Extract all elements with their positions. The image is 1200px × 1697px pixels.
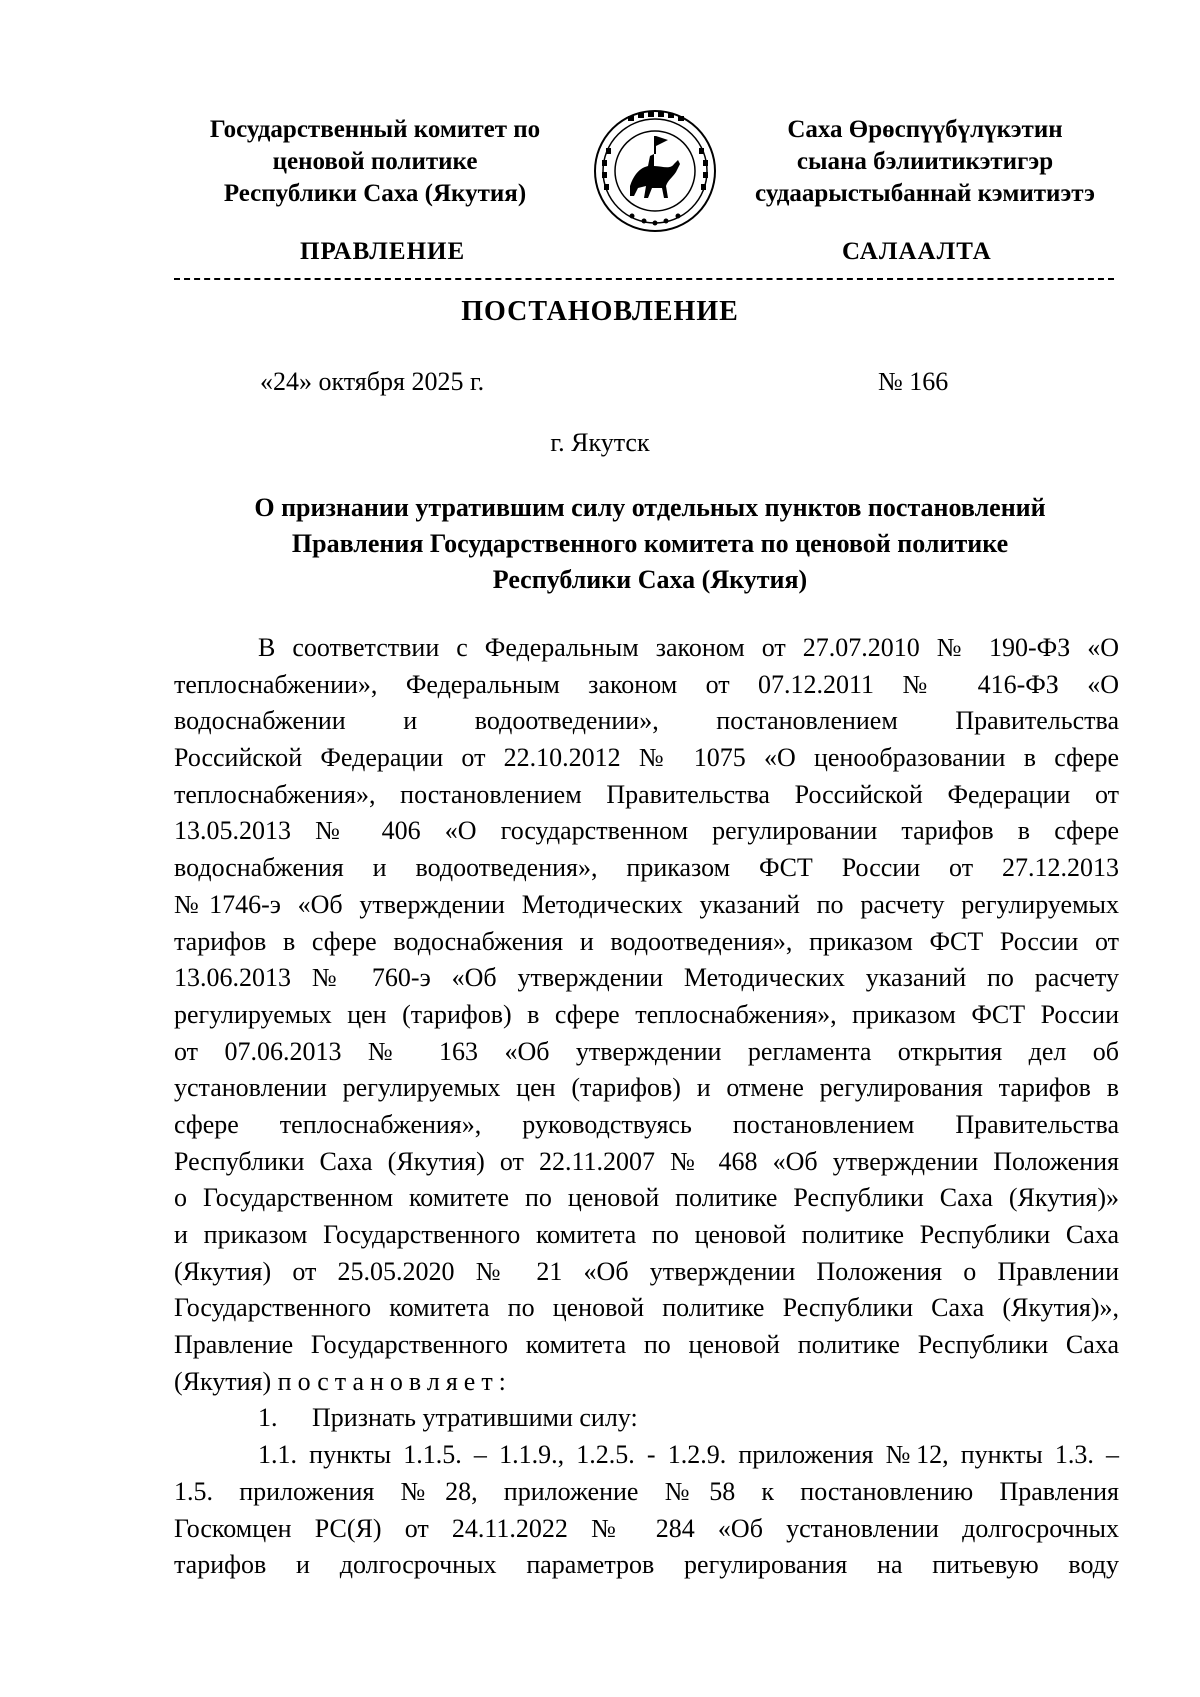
header-right-line: Саха Өрөспүүбүлүкэтин bbox=[787, 116, 1063, 143]
body-line: и приказом Государственного комитета по ценовой политике Республики Саха bbox=[174, 1220, 1119, 1249]
body-text bbox=[174, 630, 1119, 1584]
header-agency-name-sah bbox=[735, 114, 1115, 210]
item-1-1-line: Госкомцен РС(Я) от 24.11.2022 № 284 «Об установлении долгосрочных bbox=[174, 1513, 1119, 1543]
body-line: установлении регулируемых цен (тарифов) и отмене регулирования тарифов в bbox=[174, 1073, 1119, 1103]
body-line: Республики Саха (Якутия) от 22.11.2007 № 468 «Об утверждении Положения bbox=[174, 1146, 1119, 1176]
body-line: В соответствии с Федеральным законом от 27.07.2010 № 190-ФЗ «О bbox=[258, 633, 1119, 662]
document-title: ПОСТАНОВЛЕНИЕ bbox=[461, 296, 739, 327]
header-left-line: ценовой политике bbox=[272, 148, 478, 175]
header-right-line: судаарыстыбаннай кэмитиэтэ bbox=[755, 180, 1095, 207]
body-line: водоснабжении и водоотведении», постановлением Правительства bbox=[174, 706, 1119, 736]
document-city: г. Якутск bbox=[550, 428, 650, 457]
subject-line: Республики Саха (Якутия) bbox=[492, 565, 808, 594]
subhead-board-sah: САЛААЛТА bbox=[842, 238, 992, 265]
body-line: №1746-э «Об утверждении Методических указаний по расчету регулируемых bbox=[174, 889, 1119, 919]
body-line: Правление Государственного комитета по ценовой политике Республики Саха bbox=[174, 1330, 1119, 1360]
body-line: (Якутия) от 25.05.2020 № 21 «Об утверждении Положения о Правлении bbox=[174, 1256, 1119, 1286]
body-line: сфере теплоснабжения», руководствуясь постановлением Правительства bbox=[174, 1109, 1119, 1139]
document-date: «24» октября 2025 г. bbox=[260, 367, 485, 396]
resolves-prefix: (Якутия) bbox=[174, 1366, 272, 1396]
item-1-1-line: тарифов и долгосрочных параметров регулирования на питьевую воду bbox=[174, 1550, 1119, 1580]
header-divider bbox=[174, 278, 1114, 280]
subhead-board-ru: ПРАВЛЕНИЕ bbox=[300, 238, 466, 265]
item-1-1-line: 1.5. приложения №28, приложение №58 к постановлению Правления bbox=[174, 1476, 1119, 1506]
body-line: водоснабжения и водоотведения», приказом ФСТ России от 27.12.2013 bbox=[174, 853, 1119, 883]
body-line: 13.06.2013 № 760-э «Об утверждении Методических указаний по расчету bbox=[174, 963, 1119, 993]
document-subject bbox=[175, 490, 1125, 598]
header-left-line: Республики Саха (Якутия) bbox=[223, 180, 527, 207]
subject-line: Правления Государственного комитета по ценовой политике bbox=[291, 529, 1009, 558]
body-line: 13.05.2013 № 406 «О государственном регулировании тарифов в сфере bbox=[174, 816, 1119, 846]
body-line: от 07.06.2013 № 163 «Об утверждении регламента открытия дел об bbox=[174, 1036, 1119, 1066]
body-line: теплоснабжении», Федеральным законом от 07.12.2011 № 416-ФЗ «О bbox=[174, 669, 1119, 699]
sakha-republic-emblem-icon bbox=[592, 108, 718, 234]
body-line: Российской Федерации от 22.10.2012 № 1075 «О ценообразовании в сфере bbox=[174, 743, 1119, 773]
item-1-text: Признать утратившими силу: bbox=[312, 1403, 638, 1433]
header-right-line: сыана бэлиитикэтигэр bbox=[796, 148, 1054, 175]
item-1 bbox=[174, 1400, 1119, 1437]
body-line-resolves bbox=[174, 1364, 1119, 1401]
item-1-1-line: 1.1. пункты 1.1.5. – 1.1.9., 1.2.5. - 1.2.9. приложения №12, пункты 1.3. – bbox=[258, 1440, 1119, 1470]
header-agency-name-ru bbox=[185, 114, 565, 210]
item-1-number: 1. bbox=[258, 1403, 278, 1433]
resolves-word: постановляет: bbox=[277, 1366, 512, 1396]
body-line: о Государственном комитете по ценовой политике Республики Саха (Якутия)» bbox=[174, 1183, 1119, 1213]
body-line: регулируемых цен (тарифов) в сфере теплоснабжения», приказом ФСТ России bbox=[174, 999, 1119, 1029]
body-line: Государственного комитета по ценовой политике Республики Саха (Якутия)», bbox=[174, 1293, 1119, 1323]
body-line: тарифов в сфере водоснабжения и водоотведения», приказом ФСТ России от bbox=[174, 926, 1119, 956]
body-line: теплоснабжения», постановлением Правительства Российской Федерации от bbox=[174, 779, 1119, 809]
document-number: № 166 bbox=[878, 367, 949, 396]
header-left-line: Государственный комитет по bbox=[209, 116, 541, 143]
subject-line: О признании утратившим силу отдельных пунктов постановлений bbox=[254, 493, 1046, 522]
